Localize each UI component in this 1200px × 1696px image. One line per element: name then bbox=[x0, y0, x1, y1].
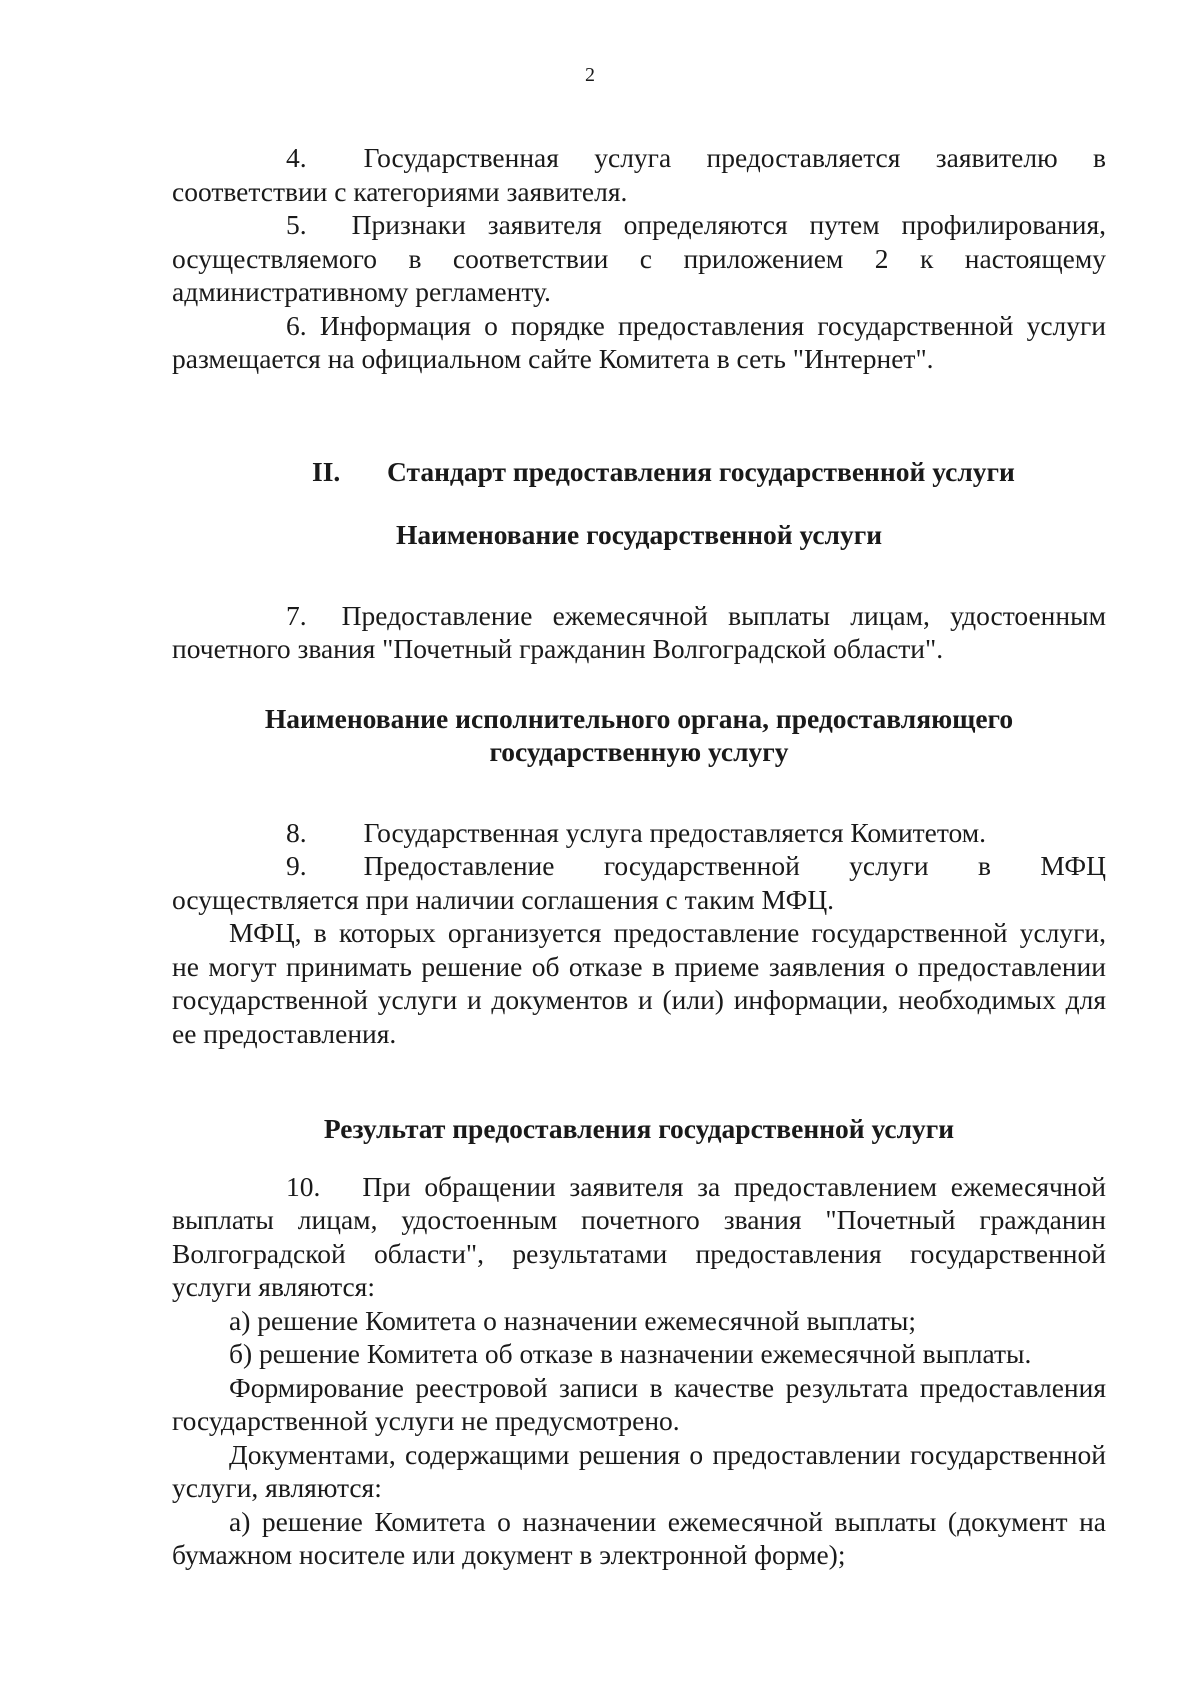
section-title: Стандарт предоставления государственной услуги bbox=[387, 455, 1015, 487]
paragraph-9 bbox=[172, 849, 1106, 916]
heading-result: Результат предоставления государственной услуги bbox=[323, 1113, 955, 1144]
section-heading bbox=[172, 455, 1106, 489]
paragraph-number: 7. bbox=[286, 599, 307, 631]
paragraph-number: 8. bbox=[286, 816, 307, 848]
paragraph-text: Предоставление государственной услуги в МФЦ осуществляется при наличии соглашения с таким МФЦ. bbox=[172, 850, 1106, 915]
document-body bbox=[172, 141, 1106, 1572]
heading-organ-line-2: государственную услугу bbox=[489, 736, 789, 767]
paragraph-10 bbox=[172, 1170, 1106, 1304]
paragraph-7 bbox=[172, 599, 1106, 666]
paragraph-number: 5. bbox=[286, 209, 307, 240]
paragraph-documents: Документами, содержащими решения о предоставлении государственной услуги, являются: bbox=[172, 1438, 1106, 1503]
paragraph-number: 4. bbox=[286, 142, 307, 173]
heading-service-name: Наименование государственной услуги bbox=[395, 519, 883, 550]
paragraph-text: Государственная услуга предоставляется заявителю в соответствии с категориями заявителя. bbox=[172, 142, 1106, 207]
paragraph-5 bbox=[172, 208, 1106, 309]
paragraph-text: Признаки заявителя определяются путем профилирования, осуществляемого в соответствии с приложением 2 к настоящему административному регламенту. bbox=[172, 209, 1106, 307]
paragraph-registry: Формирование реестровой записи в качестве результата предоставления государственной услуги не предусмотрено. bbox=[172, 1371, 1106, 1436]
paragraph-text: Предоставление ежемесячной выплаты лицам, удостоенным почетного звания "Почетный гражданин Волгоградской области". bbox=[172, 599, 1106, 664]
page-number: 2 bbox=[585, 64, 595, 86]
paragraph-text: Информация о порядке предоставления государственной услуги размещается на официальном сайте Комитета в сеть "Интернет". bbox=[172, 309, 1107, 374]
document-item-a: а) решение Комитета о назначении ежемесячной выплаты (документ на бумажном носителе или документ в электронной форме); bbox=[172, 1505, 1106, 1570]
paragraph-number: 6. bbox=[286, 309, 307, 341]
result-item-b: б) решение Комитета об отказе в назначении ежемесячной выплаты. bbox=[229, 1338, 1032, 1369]
paragraph-4 bbox=[172, 141, 1106, 208]
paragraph-number: 10. bbox=[286, 1170, 321, 1202]
paragraph-text: Государственная услуга предоставляется Комитетом. bbox=[363, 816, 987, 848]
heading-organ bbox=[172, 702, 1106, 769]
paragraph-text: При обращении заявителя за предоставлением ежемесячной выплаты лицам, удостоенным почетного звания "Почетный гражданин Волгоградской области", результатами предоставления государственной услуги являются: bbox=[172, 1170, 1106, 1302]
paragraph-number: 9. bbox=[286, 850, 307, 881]
heading-organ-line-1: Наименование исполнительного органа, предоставляющего bbox=[264, 702, 1014, 734]
paragraph-8 bbox=[172, 816, 1106, 850]
paragraph-mfc: МФЦ, в которых организуется предоставление государственной услуги, не могут принимать решение об отказе в приеме заявления о предоставлении государственной услуги и документов и (или) информации, необходимых для ее предоставления. bbox=[172, 917, 1106, 1049]
result-item-a: а) решение Комитета о назначении ежемесячной выплаты; bbox=[229, 1304, 916, 1336]
section-roman-numeral: II. bbox=[312, 455, 341, 487]
paragraph-6 bbox=[172, 309, 1106, 376]
